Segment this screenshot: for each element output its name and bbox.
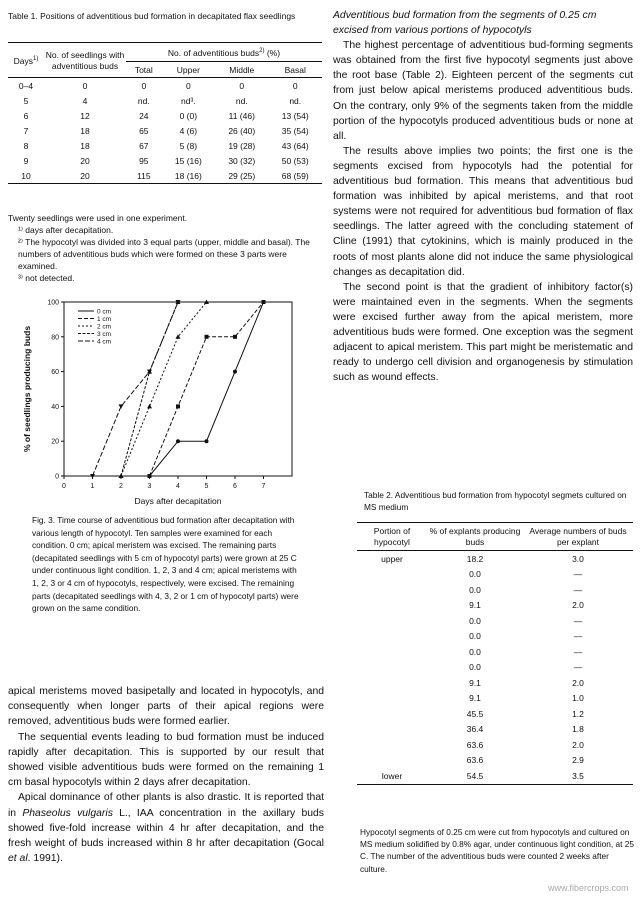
- table1-cell: nd³.: [181, 95, 196, 106]
- table2-cell: 0.0: [469, 569, 481, 580]
- series-line: [150, 302, 264, 476]
- table1-cell: 0: [141, 80, 147, 91]
- table1-cell: 5 (8): [179, 140, 198, 151]
- table2: [357, 522, 633, 785]
- table2-row: [357, 567, 633, 583]
- data-point: [148, 474, 152, 478]
- y-axis-label: % of seedlings producing buds: [22, 325, 32, 453]
- right-paragraph-1: The highest percentage of adventitious bud-forming segments was obtained from the first five hypocotyl segments just above the root base (Table 2). Eighteen percent of the segments cut from just below apical meristems produced adventitious buds. On the contrary, only 9% of the segments taken from the middle portion of the hypocotyls produced adventitious buds or none at all.: [333, 40, 633, 142]
- table1-header-total: Total: [126, 62, 162, 78]
- table1-header-seedlings: No. of seedlings with adventitious buds: [44, 43, 126, 78]
- table1-cell: 10: [8, 168, 44, 184]
- table1-cell: 0: [185, 80, 191, 91]
- table2-cell: 0.0: [469, 631, 481, 642]
- table2-header-average: Average numbers of buds per explant: [523, 523, 633, 551]
- table2-cell: 2.0: [572, 677, 584, 688]
- table2-row: [357, 706, 633, 722]
- table2-cell: —: [573, 662, 583, 673]
- table1-caption: Table 1. Positions of adventitious bud formation in decapitated flax seedlings: [8, 11, 296, 21]
- table1-note-3: ³⁾ not detected.: [18, 273, 75, 283]
- table1-cell: 30 (32): [228, 155, 256, 166]
- table1-cell: 20: [44, 168, 126, 184]
- table2-cell: 2.0: [572, 600, 584, 611]
- table1-header-days: Days$^{1)}$: [8, 43, 44, 78]
- table1-cell: nd.: [137, 95, 150, 106]
- table2-cell: [357, 644, 427, 660]
- table1-cell: nd.: [289, 95, 302, 106]
- table1-row: [8, 123, 322, 138]
- table1-row: [8, 153, 322, 168]
- left-column-body: [8, 684, 324, 866]
- y-tick-label: 0: [55, 473, 59, 481]
- table1-cell: 4: [82, 95, 88, 106]
- table1-cell: 4 (6): [179, 125, 198, 136]
- table2-row: [357, 722, 633, 738]
- data-point: [205, 439, 209, 443]
- left-paragraph-2: The sequential events leading to bud formation must be induced rapidly after decapitation. This is supported by our result that showed visible adventitious buds were formed on the remaining 1 cm basal hypocotyls within 2 days afrer decapitation.: [8, 731, 324, 789]
- table1-cell: 68 (59): [269, 168, 323, 184]
- legend-label: 1 cm: [97, 315, 112, 323]
- table2-cell: 1.0: [572, 693, 584, 704]
- legend-label: 3 cm: [97, 330, 112, 338]
- table1-cell: 26 (40): [228, 125, 256, 136]
- legend-label: 0 cm: [97, 308, 112, 316]
- table2-row: [357, 551, 633, 567]
- table1-cell: 5: [23, 95, 29, 106]
- table2-caption: Table 2. Adventitious bud formation from hypocotyl segmets cultured on MS medium: [364, 490, 627, 512]
- table1-cell: 9: [23, 155, 29, 166]
- table2-cell: —: [573, 569, 583, 580]
- table1-header-upper: Upper: [162, 62, 215, 78]
- x-tick-label: 2: [119, 483, 123, 490]
- table1-note-2: ²⁾ The hypocotyl was divided into 3 equal parts (upper, middle and basal). The numbers of adventitious buds which were formed on these 3 parts were examined.: [18, 237, 310, 271]
- table2-cell: —: [573, 646, 583, 657]
- table1-note-0: Twenty seedlings were used in one experiment.: [8, 213, 188, 223]
- table2-cell: 1.8: [572, 724, 584, 735]
- right-paragraph-2: The results above implies two points; the first one is the segments excised from hypocotyls had the potential for adventitious bud formation. This means that adventitious bud formation was inhibited by apical meristems, and that root systems were not required for adventitious bud formation of flax seedlings. The latter agreed with the concluding statement of Cline (1991) that cytokinins, which is mainly produced in the roots of most plants alone did not induce the same physiological changes as decapitation did.: [333, 145, 633, 278]
- data-point: [119, 404, 124, 409]
- legend-label: 2 cm: [97, 323, 112, 331]
- table1-row: [8, 108, 322, 123]
- table2-cell: 0.0: [469, 615, 481, 626]
- table2-cell: —: [573, 615, 583, 626]
- y-tick-label: 20: [51, 438, 59, 446]
- data-point: [233, 335, 237, 339]
- table2-header-portion: Portion of hypocotyl: [357, 523, 427, 551]
- table2-row: [357, 737, 633, 753]
- fig3-chart: [18, 294, 310, 508]
- table2-cell: [357, 675, 427, 691]
- x-tick-label: 5: [204, 483, 209, 490]
- section-heading: Adventitious bud formation from the segments of 0.25 cm excised from various portions of hypocotyls: [333, 10, 597, 37]
- table2-cell: [357, 582, 427, 598]
- table2-cell: 18.2: [466, 553, 484, 564]
- table2-row: [357, 753, 633, 769]
- table1-header-group: No. of adventitious buds$^{2)}$ (%): [126, 43, 322, 62]
- x-tick-label: 6: [233, 483, 237, 490]
- table2-cell: 9.1: [469, 600, 481, 611]
- table1-cell: 8: [23, 140, 29, 151]
- data-point: [147, 404, 152, 409]
- series-line: [150, 302, 264, 476]
- table2-cell: 0.0: [469, 662, 481, 673]
- table1-cell: 115: [126, 168, 162, 184]
- table2-row: [357, 613, 633, 629]
- table2-row: [357, 768, 633, 784]
- table2-cell: 63.6: [466, 739, 484, 750]
- table1-cell: 43 (64): [281, 140, 309, 151]
- table2-cell: 54.5: [427, 768, 523, 784]
- left-paragraph-3: Apical dominance of other plants is also drastic. It is reported that in Phaseolus vulgaris L., IAA concentration in the axillary buds showed five-fold increase within 4 hr after decapitation, and the fresh weight of buds increased within 8 hr after decapitation (Gocal et al. 1991).: [8, 792, 325, 865]
- table2-cell: [357, 660, 427, 676]
- table2-cell: 3.5: [523, 768, 633, 784]
- right-paragraph-3: The second point is that the gradient of inhibitory factor(s) were maintained even in the segments. When the segments were excised further away from the apical meristem, more adventitious buds were formed. One exception was the segment adjacent to apical meristem. This part might be meristematic and ready to undergo cell division and organogenesis by stimulation such as wound effects.: [333, 281, 633, 384]
- table2-cell: —: [573, 584, 583, 595]
- series-line: [121, 302, 178, 476]
- table2-cell: [357, 722, 427, 738]
- table1-cell: 0 (0): [179, 110, 198, 121]
- x-tick-label: 4: [176, 483, 180, 490]
- table1-cell: 12: [80, 110, 90, 121]
- table2-cell: [357, 598, 427, 614]
- left-paragraph-1: apical meristems moved basipetally and located in hypocotyls, and consequently when longer parts of their apical regions were removed, adventitious buds were formed earlier.: [8, 686, 324, 728]
- series-line: [121, 302, 207, 476]
- table1-notes: [8, 212, 328, 284]
- table1-cell: 20: [80, 155, 90, 166]
- table1: [8, 42, 322, 184]
- right-column-body: [333, 8, 633, 385]
- table1-cell: 19 (28): [228, 140, 256, 151]
- table1-cell: nd.: [235, 95, 248, 106]
- table2-row: [357, 598, 633, 614]
- y-tick-label: 80: [51, 334, 59, 342]
- table2-cell: 63.6: [466, 755, 484, 766]
- table1-cell: 15 (16): [174, 155, 202, 166]
- legend-label: 4 cm: [97, 338, 112, 346]
- table1-cell: 13 (54): [281, 110, 309, 121]
- table2-cell: [357, 613, 427, 629]
- data-point: [233, 370, 237, 374]
- table1-cell: 6: [23, 110, 29, 121]
- table2-cell: —: [573, 631, 583, 642]
- table2-cell: 2.9: [572, 755, 584, 766]
- table2-cell: 36.4: [466, 724, 484, 735]
- table1-note-1: ¹⁾ days after decapitation.: [18, 225, 114, 235]
- table2-cell: 9.1: [469, 693, 481, 704]
- x-tick-label: 7: [261, 483, 266, 490]
- table2-note: Hypocotyl segments of 0.25 cm were cut from hypocotyls and cultured on MS medium solidified by 0.8% agar, under continuous light condition, at 25 C. The number of the adventitious buds were counted 2 weeks after culture.: [360, 827, 634, 874]
- table1-cell: 24: [139, 110, 149, 121]
- table1-cell: 67: [139, 140, 149, 151]
- table1-cell: 18: [80, 125, 90, 136]
- table2-cell: 0.0: [469, 584, 481, 595]
- x-tick-label: 0: [62, 483, 66, 490]
- x-tick-label: 1: [90, 483, 95, 490]
- table1-row: [8, 138, 322, 153]
- table2-row: [357, 691, 633, 707]
- table1-header-basal: Basal: [269, 62, 323, 78]
- table1-cell: 0–4: [18, 80, 34, 91]
- x-axis-label: Days after decapitation: [134, 496, 222, 506]
- table2-cell: upper: [381, 553, 403, 564]
- table2-cell: [357, 691, 427, 707]
- table2-cell: [357, 629, 427, 645]
- table1-cell: 18: [80, 140, 90, 151]
- table2-row: [357, 582, 633, 598]
- table2-cell: [357, 706, 427, 722]
- table1-cell: 0: [82, 80, 88, 91]
- watermark: www.fibercrops.com: [548, 883, 629, 893]
- y-tick-label: 40: [51, 403, 59, 411]
- table2-cell: 1.2: [572, 708, 584, 719]
- table1-row: [8, 93, 322, 108]
- y-tick-label: 100: [47, 299, 59, 307]
- table1-row: [8, 168, 322, 184]
- data-point: [205, 335, 209, 339]
- table1-cell: 29 (25): [215, 168, 268, 184]
- table1-cell: 18 (16): [162, 168, 215, 184]
- data-point: [176, 404, 180, 408]
- x-tick-label: 3: [147, 483, 152, 490]
- table2-cell: [357, 567, 427, 583]
- table2-row: [357, 675, 633, 691]
- table2-cell: 0.0: [469, 646, 481, 657]
- table1-cell: 35 (54): [281, 125, 309, 136]
- table2-cell: [357, 753, 427, 769]
- table1-cell: 11 (46): [228, 110, 255, 121]
- table2-cell: 3.0: [572, 553, 584, 564]
- table2-row: [357, 629, 633, 645]
- data-point: [176, 439, 180, 443]
- table1-header-middle: Middle: [215, 62, 268, 78]
- table2-row: [357, 644, 633, 660]
- table2-row: [357, 660, 633, 676]
- table2-header-percent: % of explants producing buds: [427, 523, 523, 551]
- table1-cell: 7: [23, 125, 29, 136]
- y-tick-label: 60: [51, 369, 59, 377]
- data-point: [262, 300, 266, 304]
- table1-cell: 50 (53): [281, 155, 309, 166]
- table1-cell: 0: [239, 80, 245, 91]
- table2-cell: 2.0: [572, 739, 584, 750]
- table1-cell: 95: [139, 155, 149, 166]
- table2-cell: lower: [357, 768, 427, 784]
- table1-row: [8, 78, 322, 94]
- table2-cell: 45.5: [466, 708, 484, 719]
- table1-cell: 0: [292, 80, 298, 91]
- fig3-caption: Fig. 3. Time course of adventitious bud formation after decapitation with various length of hypocotyl. Ten samples were examined for each condition. 0 cm; apical meristem was excised. The remaining parts (decapitated seedlings with 5 cm of hypocotyl parts) were grown at 25 C under continuous light condition. 1, 2, 3 and 4 cm; apical meristems with 1, 2, 3 or 4 cm of hypocotyls, respectively, were excised. The remaining parts (decapitated seedlings with 4, 3, 2 or 1 cm of hypocotyl parts) were grown on the same condition.: [32, 515, 299, 614]
- table2-cell: [357, 737, 427, 753]
- table1-cell: 65: [139, 125, 149, 136]
- table2-cell: 9.1: [469, 677, 481, 688]
